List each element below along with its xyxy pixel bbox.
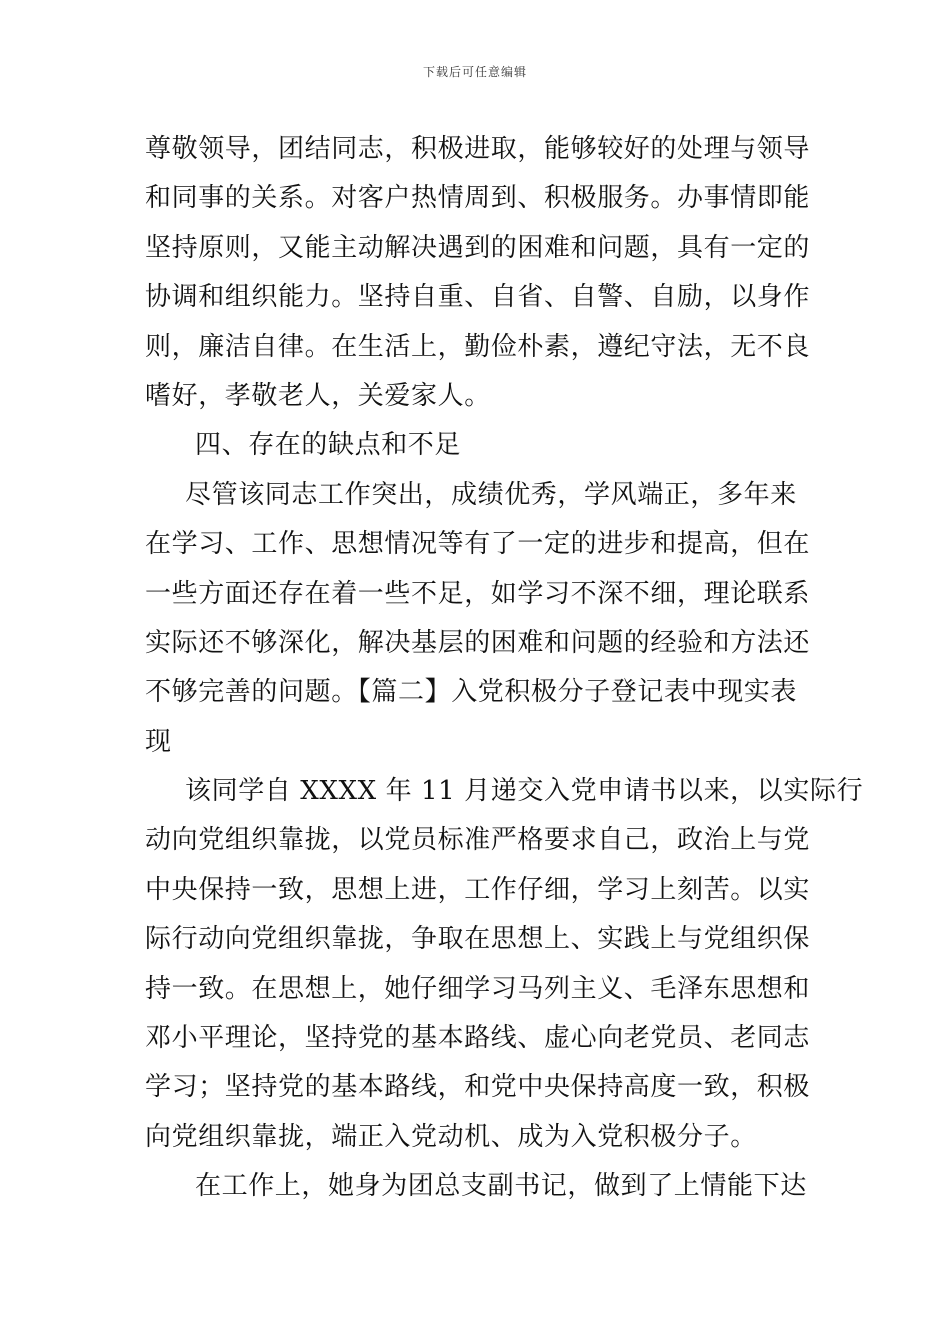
text-line: 尊敬领导，团结同志，积极进取，能够较好的处理与领导 xyxy=(145,134,811,164)
text-line: 现 xyxy=(145,726,172,757)
text-line: 协调和组织能力。坚持自重、自省、自警、自励，以身作 xyxy=(145,282,811,313)
document-body xyxy=(145,125,864,1212)
text-line: 和同事的关系。对客户热情周到、积极服务。办事情即能 xyxy=(145,183,811,214)
text-line: 一些方面还存在着一些不足，如学习不深不细，理论联系 xyxy=(145,578,811,609)
text-line: 坚持原则，又能主动解决遇到的困难和问题，具有一定的 xyxy=(145,232,811,263)
text-line: 邓小平理论，坚持党的基本路线、虚心向老党员、老同志 xyxy=(145,1023,811,1054)
text-line: 不够完善的问题。【篇二】入党积极分子登记表中现实表 xyxy=(145,677,798,708)
section-heading: 四、存在的缺点和不足 xyxy=(195,430,462,461)
text-line: 嗜好，孝敬老人，关爱家人。 xyxy=(145,380,491,411)
text-line: 际行动向党组织靠拢，争取在思想上、实践上与党组织保 xyxy=(145,924,811,955)
text-line: 向党组织靠拢，端正入党动机、成为入党积极分子。 xyxy=(145,1121,757,1152)
text-line: 在工作上，她身为团总支副书记，做到了上情能下达 xyxy=(195,1171,807,1202)
text-line: 中央保持一致，思想上进，工作仔细，学习上刻苦。以实 xyxy=(145,874,811,905)
text-line: 实际还不够深化，解决基层的困难和问题的经验和方法还 xyxy=(145,627,811,658)
text-line: 持一致。在思想上，她仔细学习马列主义、毛泽东思想和 xyxy=(145,973,811,1004)
text-line: 动向党组织靠拢，以党员标准严格要求自己，政治上与党 xyxy=(145,825,811,856)
text-line: 则，廉洁自律。在生活上，勤俭朴素，遵纪守法，无不良 xyxy=(145,331,811,362)
text-line: 在学习、工作、思想情况等有了一定的进步和提高，但在 xyxy=(145,529,811,560)
text-line: 学习；坚持党的基本路线，和党中央保持高度一致，积极 xyxy=(145,1072,811,1103)
text-line: 尽管该同志工作突出，成绩优秀，学风端正，多年来 xyxy=(185,479,797,510)
page-header-note: 下载后可任意编辑 xyxy=(422,65,527,79)
text-line: 该同学自 XXXX 年 11 月递交入党申请书以来，以实际行 xyxy=(185,776,864,807)
